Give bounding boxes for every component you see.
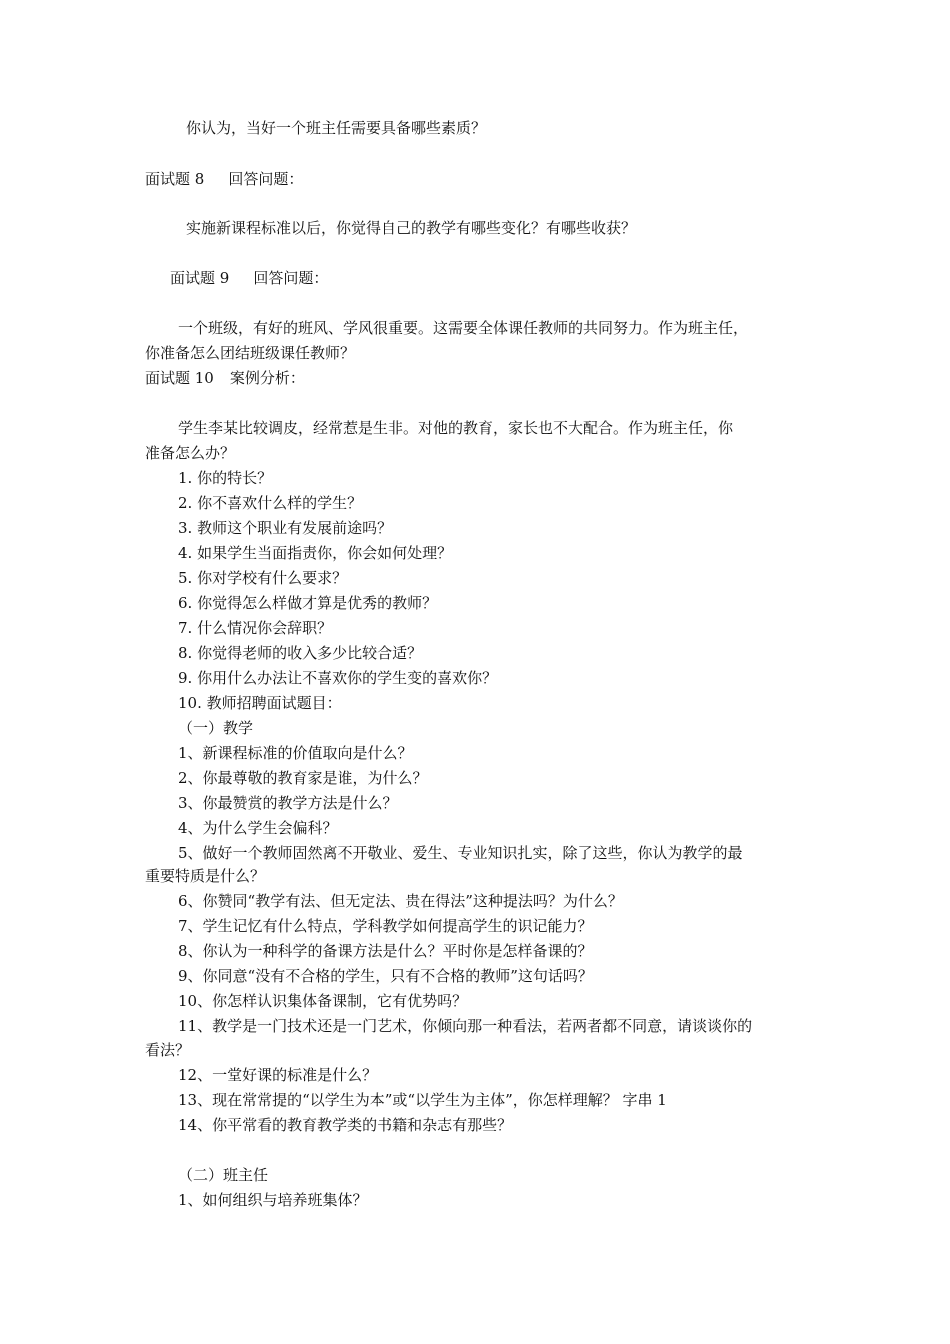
q10-body-line2: 准备怎么办？	[145, 444, 236, 462]
q8-body: 实施新课程标准以后，你觉得自己的教学有哪些变化？有哪些收获？	[186, 219, 637, 237]
q9-body-line2: 你准备怎么团结班级课任教师？	[145, 344, 356, 362]
teaching-question: 9、你同意“没有不合格的学生，只有不合格的教师”这句话吗？	[178, 967, 593, 985]
q10-type: 案例分析：	[229, 369, 305, 387]
teaching-question: 8、你认为一种科学的备课方法是什么？平时你是怎样备课的？	[178, 942, 593, 960]
teaching-question: 7、学生记忆有什么特点，学科教学如何提高学生的识记能力？	[178, 917, 593, 935]
q9-body-line1: 一个班级，有好的班风、学风很重要。这需要全体课任教师的共同努力。作为班主任，	[178, 319, 749, 337]
teaching-question: 4、为什么学生会偏科？	[178, 819, 338, 837]
teaching-question: 2、你最尊敬的教育家是谁，为什么？	[178, 769, 428, 787]
section-title-teaching: （一）教学	[178, 719, 254, 737]
numbered-item: 4. 如果学生当面指责你，你会如何处理？	[178, 544, 453, 562]
numbered-item: 2. 你不喜欢什么样的学生？	[178, 494, 363, 512]
teaching-question-cont: 重要特质是什么？	[145, 867, 266, 885]
q8-label: 面试题 8	[145, 170, 205, 188]
numbered-item: 10. 教师招聘面试题目：	[178, 694, 342, 712]
numbered-item: 5. 你对学校有什么要求？	[178, 569, 348, 587]
numbered-item: 3. 教师这个职业有发展前途吗？	[178, 519, 393, 537]
numbered-item: 1. 你的特长？	[178, 469, 273, 487]
teaching-question: 11、教学是一门技术还是一门艺术，你倾向那一种看法，若两者都不同意，请谈谈你的	[178, 1017, 753, 1035]
q8-type: 回答问题：	[228, 170, 304, 188]
teaching-question: 6、你赞同“教学有法、但无定法、贵在得法”这种提法吗？为什么？	[178, 892, 623, 910]
teaching-question: 12、一堂好课的标准是什么？	[178, 1066, 378, 1084]
q10-body-line1: 学生李某比较调皮，经常惹是生非。对他的教育，家长也不大配合。作为班主任，你	[178, 419, 734, 437]
q8-heading	[145, 169, 303, 189]
q7-body: 你认为，当好一个班主任需要具备哪些素质？	[186, 119, 487, 137]
teaching-question: 5、做好一个教师固然离不开敬业、爱生、专业知识扎实，除了这些，你认为教学的最	[178, 844, 743, 862]
teaching-question-cont: 看法？	[145, 1041, 191, 1059]
q10-label: 面试题 10	[145, 369, 214, 387]
q10-heading	[145, 368, 305, 388]
teaching-question: 10、你怎样认识集体备课制，它有优势吗？	[178, 992, 468, 1010]
teaching-question: 1、新课程标准的价值取向是什么？	[178, 744, 413, 762]
q9-type: 回答问题：	[253, 269, 329, 287]
homeroom-question: 1、如何组织与培养班集体？	[178, 1191, 368, 1209]
q9-label: 面试题 9	[170, 269, 230, 287]
numbered-item: 8. 你觉得老师的收入多少比较合适？	[178, 644, 423, 662]
numbered-item: 7. 什么情况你会辞职？	[178, 619, 333, 637]
teaching-question: 14、你平常看的教育教学类的书籍和杂志有那些？	[178, 1116, 513, 1134]
section-title-homeroom: （二）班主任	[178, 1166, 269, 1184]
q9-heading	[170, 268, 328, 288]
teaching-question: 13、现在常常提的“以学生为本”或“以学生为主体”，你怎样理解？ 字串 1	[178, 1091, 667, 1109]
numbered-item: 9. 你用什么办法让不喜欢你的学生变的喜欢你？	[178, 669, 498, 687]
teaching-question: 3、你最赞赏的教学方法是什么？	[178, 794, 398, 812]
numbered-item: 6. 你觉得怎么样做才算是优秀的教师？	[178, 594, 438, 612]
